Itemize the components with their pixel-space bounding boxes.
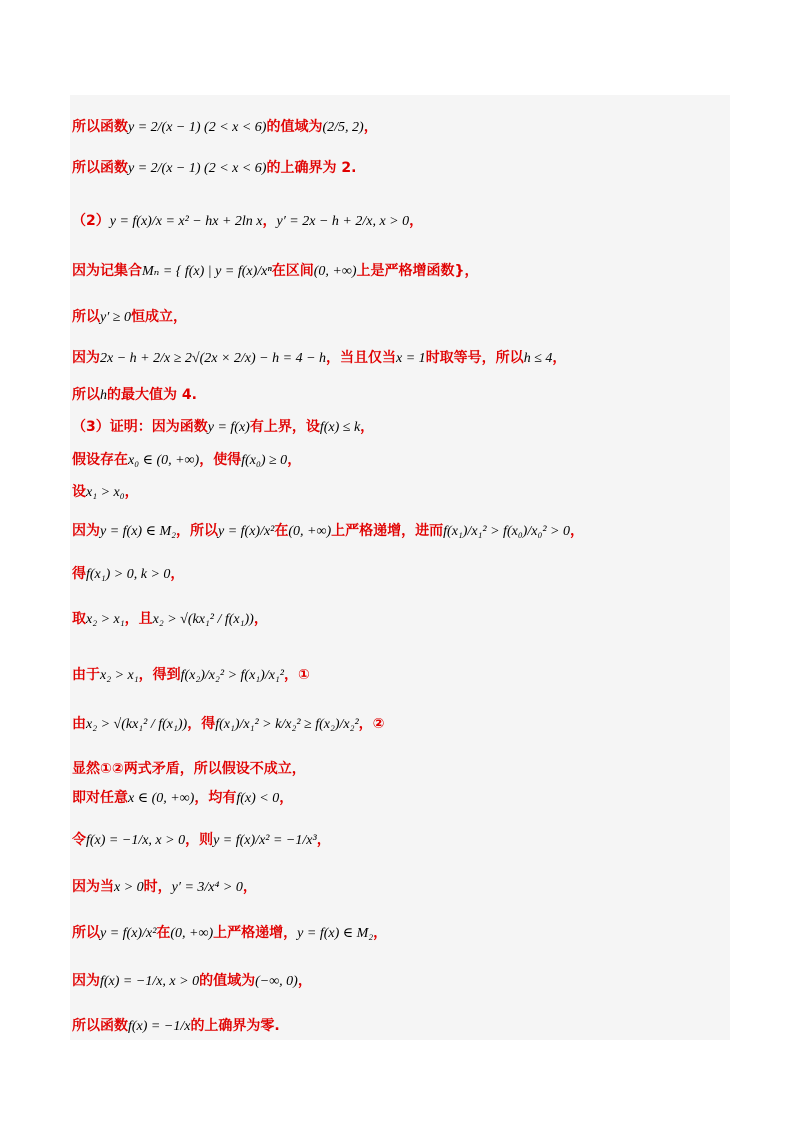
text-segment: 的值域为 xyxy=(199,973,256,989)
text-segment: 的上确界为零. xyxy=(190,1018,280,1034)
math-expression: f(x) < 0 xyxy=(236,791,280,806)
text-segment: 恒成立， xyxy=(130,309,187,325)
text-segment: 的上确界为 2. xyxy=(266,160,357,176)
math-expression: f(x₀) ≥ 0 xyxy=(241,453,288,468)
text-segment: ， xyxy=(287,452,302,468)
math-expression: x₂ > √(kx₁² / f(x₁)) xyxy=(152,612,254,627)
math-expression: x₂ > x₁ xyxy=(86,612,125,627)
solution-line xyxy=(72,306,187,326)
math-expression: x > 0 xyxy=(114,880,144,895)
text-segment: 令 xyxy=(72,832,86,848)
text-segment: ，② xyxy=(358,716,385,732)
math-expression: x₂ > √(kx₁² / f(x₁)) xyxy=(86,717,188,732)
math-expression: f(x₂)/x₂² > f(x₁)/x₁² xyxy=(180,668,284,683)
text-segment: ， xyxy=(363,119,378,135)
text-segment: 假设存在 xyxy=(72,452,128,468)
text-segment: 所以 xyxy=(72,387,100,403)
math-expression: y = f(x)/x² xyxy=(100,926,157,941)
math-expression: x ∈ (0, +∞) xyxy=(128,791,195,806)
text-segment: 所以 xyxy=(72,925,100,941)
text-segment: 显然①②两式矛盾，所以假设不成立， xyxy=(72,761,306,777)
solution-line xyxy=(72,787,293,807)
math-expression: (2/5, 2) xyxy=(322,120,364,135)
solution-line xyxy=(72,829,331,849)
text-segment: ， xyxy=(297,973,312,989)
text-segment: ， xyxy=(262,213,277,229)
math-expression: f(x₁)/x₁² > f(x₀)/x₀² > 0 xyxy=(443,524,570,539)
text-segment: 有上界，设 xyxy=(249,419,320,435)
solution-line xyxy=(72,1015,280,1035)
text-segment: 因为 xyxy=(72,350,100,366)
text-segment: 因为记集合 xyxy=(72,263,142,279)
solution-line xyxy=(72,157,356,177)
text-segment: 所以 xyxy=(72,309,100,325)
solution-line xyxy=(72,260,479,280)
solution-line xyxy=(72,210,423,230)
text-segment: ，当且仅当 xyxy=(326,350,397,366)
text-segment: 时， xyxy=(143,879,172,895)
math-expression: x₂ > x₁ xyxy=(100,668,139,683)
text-segment: （3）证明：因为函数 xyxy=(72,419,208,435)
math-expression: (0, +∞) xyxy=(288,524,332,539)
text-segment: 所以函数 xyxy=(72,160,128,176)
math-expression: y = f(x) ∈ M₂ xyxy=(100,524,176,539)
text-segment: 的最大值为 4. xyxy=(107,387,197,403)
text-segment: ，使得 xyxy=(199,452,242,468)
text-segment: 因为 xyxy=(72,523,100,539)
text-segment: ， xyxy=(170,566,185,582)
math-expression: x₁ > x₀ xyxy=(86,485,125,500)
math-expression: (−∞, 0) xyxy=(255,974,298,989)
solution-line xyxy=(72,481,139,501)
math-expression: f(x) ≤ k xyxy=(319,420,361,435)
text-segment: ，则 xyxy=(185,832,214,848)
math-expression: y = f(x) ∈ M₂ xyxy=(297,926,374,941)
solution-line xyxy=(72,608,268,628)
text-segment: ，且 xyxy=(124,611,153,627)
math-expression: y = f(x)/x² = −1/x³ xyxy=(213,833,317,848)
text-segment: 得 xyxy=(72,566,86,582)
math-expression: 2x − h + 2/x ≥ 2√(2x × 2/x) − h = 4 − h xyxy=(100,351,327,366)
math-expression: f(x₁)/x₁² > k/x₂² ≥ f(x₂)/x₂² xyxy=(215,717,359,732)
text-segment: ，均有 xyxy=(194,790,237,806)
text-segment: ， xyxy=(569,523,584,539)
math-expression: y = f(x)/x = x² − hx + 2ln x xyxy=(109,214,263,229)
text-segment: ， xyxy=(124,484,139,500)
math-expression: y = f(x)/x² xyxy=(217,524,275,539)
solution-line xyxy=(72,116,378,136)
text-segment: ， xyxy=(360,419,375,435)
text-segment: 时取等号，所以 xyxy=(425,350,524,366)
solution-line xyxy=(72,970,312,990)
text-segment: ， xyxy=(253,611,268,627)
text-segment: 由 xyxy=(72,716,86,732)
solution-line xyxy=(72,384,197,404)
text-segment: 在区间 xyxy=(271,263,314,279)
math-expression: h ≤ 4 xyxy=(523,351,553,366)
text-segment: 上是严格增函数}， xyxy=(356,263,479,279)
solution-line xyxy=(72,922,387,942)
solution-line xyxy=(72,876,257,896)
text-segment: 由于 xyxy=(72,667,100,683)
text-segment: ， xyxy=(279,790,294,806)
text-segment: ，得到 xyxy=(138,667,181,683)
text-segment: 的值域为 xyxy=(266,119,323,135)
solution-line xyxy=(72,416,374,436)
text-segment: 设 xyxy=(72,484,86,500)
solution-line xyxy=(72,664,310,684)
text-segment: 上严格递增，进而 xyxy=(331,523,444,539)
text-segment: ， xyxy=(242,879,257,895)
math-expression: f(x₁) > 0, k > 0 xyxy=(86,567,171,582)
math-expression: Mₙ = { f(x) | y = f(x)/xⁿ xyxy=(142,264,272,279)
text-segment: 上严格递增， xyxy=(213,925,298,941)
math-expression: y′ ≥ 0 xyxy=(100,310,131,325)
text-segment: （2） xyxy=(72,213,110,229)
text-segment: 取 xyxy=(72,611,86,627)
solution-line xyxy=(72,347,566,367)
solution-line xyxy=(72,758,306,778)
math-expression: y′ = 2x − h + 2/x, x > 0 xyxy=(276,214,410,229)
text-segment: 在 xyxy=(274,523,289,539)
math-expression: f(x) = −1/x, x > 0 xyxy=(100,974,200,989)
text-segment: ，① xyxy=(283,667,310,683)
solution-line xyxy=(72,713,385,733)
text-segment: ，得 xyxy=(187,716,216,732)
math-expression: y = f(x) xyxy=(207,420,250,435)
text-segment: 因为当 xyxy=(72,879,114,895)
text-segment: ， xyxy=(373,925,388,941)
math-expression: (0, +∞) xyxy=(170,926,214,941)
text-segment: ，所以 xyxy=(175,523,218,539)
text-segment: 即对任意 xyxy=(72,790,128,806)
text-segment: ， xyxy=(316,832,331,848)
text-segment: 因为 xyxy=(72,973,100,989)
text-segment: ， xyxy=(552,350,567,366)
math-expression: (0, +∞) xyxy=(313,264,357,279)
math-expression: x₀ ∈ (0, +∞) xyxy=(128,453,200,468)
math-expression: f(x) = −1/x xyxy=(128,1019,191,1034)
math-expression: y = 2/(x − 1) (2 < x < 6) xyxy=(128,120,267,135)
text-segment: ， xyxy=(409,213,424,229)
solution-line xyxy=(72,563,184,583)
math-expression: x = 1 xyxy=(396,351,426,366)
math-expression: y′ = 3/x⁴ > 0 xyxy=(171,880,243,895)
math-expression: y = 2/(x − 1) (2 < x < 6) xyxy=(128,161,267,176)
math-expression: h xyxy=(100,388,107,403)
text-segment: 所以函数 xyxy=(72,1018,128,1034)
math-expression: f(x) = −1/x, x > 0 xyxy=(86,833,186,848)
text-segment: 所以函数 xyxy=(72,119,128,135)
text-segment: 在 xyxy=(156,925,171,941)
solution-line xyxy=(72,520,584,540)
solution-line xyxy=(72,449,301,469)
